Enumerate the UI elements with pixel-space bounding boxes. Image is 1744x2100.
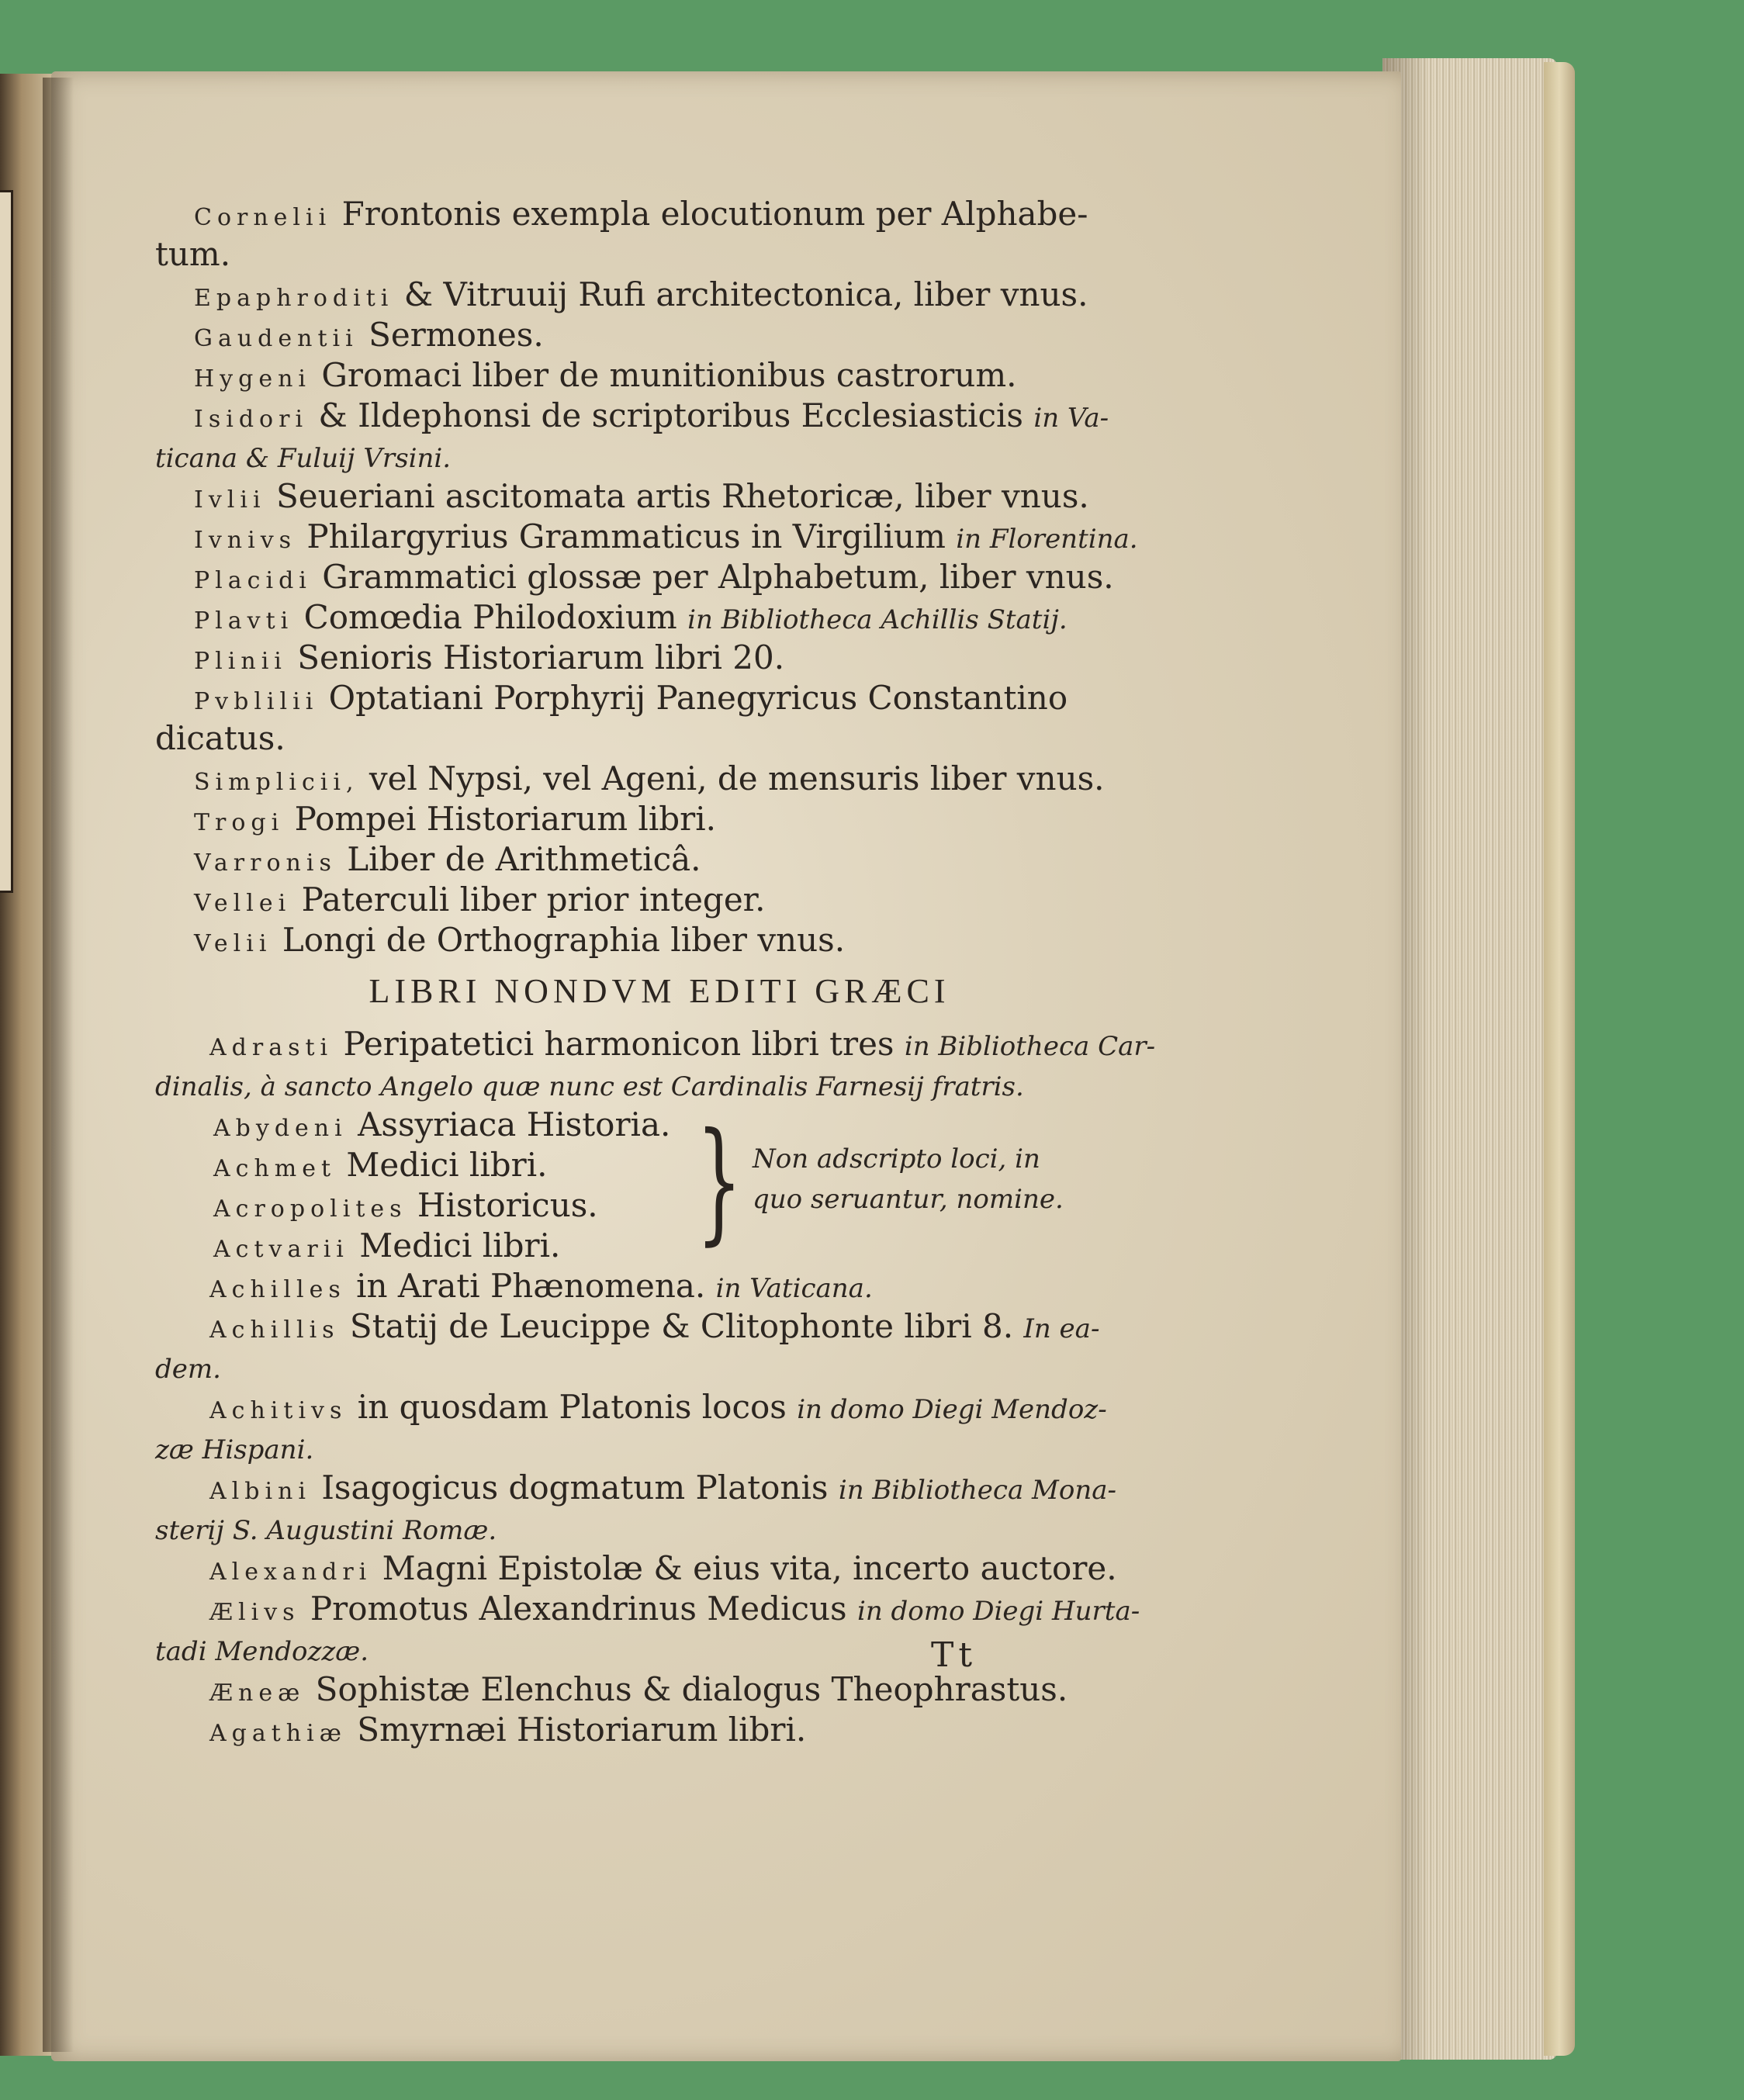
- page-block-edges: [1382, 58, 1557, 2060]
- catalog-entry: [155, 1589, 1164, 1629]
- catalog-entry: [155, 1064, 1164, 1105]
- location-note: dem.: [155, 1354, 221, 1385]
- entry-title: Sermones.: [369, 316, 544, 354]
- catalog-entry: [155, 1508, 1164, 1548]
- location-note: in Vaticana.: [715, 1273, 873, 1304]
- location-note: in Va-: [1033, 403, 1109, 434]
- catalog-entry: [213, 1145, 670, 1185]
- catalog-entry: [155, 880, 1164, 920]
- catalog-entry: [155, 839, 1164, 880]
- entry-title: Pompei Historiarum libri.: [294, 800, 717, 838]
- entry-title: Comœdia Philodoxium: [303, 598, 677, 636]
- catalog-entry: [213, 1185, 670, 1226]
- entry-title: Smyrnæi Historiarum libri.: [357, 1711, 807, 1749]
- group-items: [213, 1105, 670, 1266]
- entry-title: Statij de Leucippe & Clitophonte libri 8.: [349, 1307, 1014, 1345]
- catalog-entry: [155, 1306, 1164, 1347]
- author-name: Ivnivs: [194, 527, 297, 554]
- entry-title: vel Nypsi, vel Ageni, de mensuris liber vnus.: [369, 759, 1105, 797]
- catalog-entry: [155, 194, 1164, 234]
- author-name: Achmet: [213, 1155, 337, 1182]
- catalog-entry: [155, 396, 1164, 436]
- author-name: Isidori: [194, 406, 309, 433]
- author-name: Adrasti: [209, 1034, 334, 1061]
- catalog-entry: [155, 678, 1164, 718]
- author-name: Cornelii: [194, 204, 332, 231]
- location-note: in domo Diegi Mendoz-: [797, 1394, 1107, 1425]
- catalog-entry: [155, 1710, 1164, 1750]
- author-name: Albini: [209, 1478, 311, 1505]
- entry-group-braced: [155, 1105, 1164, 1266]
- author-name: Ælivs: [209, 1599, 300, 1626]
- entry-title: Frontonis exempla elocutionum per Alphabe-: [341, 195, 1088, 233]
- left-page-frame: [0, 190, 13, 893]
- entry-list-greek-b: [155, 1266, 1164, 1750]
- section-heading: LIBRI NONDVM EDITI GRÆCI: [369, 972, 950, 1010]
- entry-title: Isagogicus dogmatum Platonis: [321, 1469, 829, 1507]
- entry-title: in quosdam Platonis locos: [357, 1388, 787, 1426]
- author-name: Plinii: [194, 648, 287, 675]
- location-note: dinalis, à sancto Angelo quæ nunc est Cardinalis Farnesij fratris.: [155, 1071, 1024, 1102]
- author-name: Placidi: [194, 567, 312, 594]
- catalog-entry: [155, 1629, 1164, 1669]
- author-name: Simplicii,: [194, 769, 359, 796]
- entry-title: Gromaci liber de munitionibus castrorum.: [321, 356, 1017, 394]
- entry-list-greek-a: [155, 1024, 1164, 1105]
- catalog-entry: [155, 517, 1164, 557]
- entry-title: Seueriani ascitomata artis Rhetoricæ, liber vnus.: [275, 477, 1089, 515]
- entry-title: Longi de Orthographia liber vnus.: [282, 921, 846, 959]
- catalog-entry: [155, 638, 1164, 678]
- catalog-entry: [213, 1226, 670, 1266]
- location-note: tadi Mendozzæ.: [155, 1636, 369, 1667]
- entry-title: Paterculi liber prior integer.: [301, 880, 766, 919]
- location-note: in Bibliotheca Achillis Statij.: [687, 604, 1068, 635]
- entry-title: Grammatici glossæ per Alphabetum, liber vnus.: [322, 558, 1114, 596]
- location-note: zæ Hispani.: [155, 1434, 314, 1465]
- catalog-entry: [155, 1387, 1164, 1427]
- entry-title: Assyriaca Historia.: [358, 1105, 671, 1143]
- catalog-entry: [155, 234, 1164, 275]
- location-note: in Florentina.: [956, 524, 1138, 555]
- entry-title: dicatus.: [155, 719, 285, 757]
- author-name: Achilles: [209, 1276, 346, 1303]
- location-note: in Bibliotheca Mona-: [838, 1475, 1116, 1506]
- author-name: Vellei: [194, 890, 292, 917]
- catalog-entry: [155, 275, 1164, 315]
- entry-title: & Vitruuij Rufi architectonica, liber vnus.: [403, 275, 1088, 313]
- author-name: Plavti: [194, 607, 294, 635]
- brace-glyph: }: [696, 1105, 742, 1258]
- catalog-entry: [155, 1024, 1164, 1064]
- entry-title: in Arati Phænomena.: [356, 1267, 706, 1305]
- catalog-entry: [155, 315, 1164, 355]
- entry-title: Sophistæ Elenchus & dialogus Theophrastus.: [315, 1670, 1068, 1708]
- author-name: Actvarii: [213, 1236, 349, 1263]
- author-name: Varronis: [194, 849, 337, 877]
- page-text: [155, 194, 1164, 1750]
- catchword: Tt: [931, 1635, 978, 1675]
- catalog-entry: [155, 759, 1164, 799]
- entry-title: Medici libri.: [359, 1226, 561, 1264]
- catalog-entry: [155, 355, 1164, 396]
- author-name: Velii: [194, 930, 272, 957]
- spine-shadow: [43, 78, 74, 2052]
- author-name: Achitivs: [209, 1397, 348, 1424]
- entry-title: Peripatetici harmonicon libri tres: [343, 1025, 894, 1063]
- author-name: Achillis: [209, 1316, 340, 1344]
- author-name: Agathiæ: [209, 1720, 347, 1747]
- catalog-entry: [155, 1427, 1164, 1468]
- author-name: Pvblilii: [194, 688, 319, 715]
- catalog-entry: [155, 1266, 1164, 1306]
- catalog-entry: [155, 920, 1164, 960]
- author-name: Abydeni: [213, 1115, 348, 1142]
- location-note: ticana & Fuluij Vrsini.: [155, 443, 452, 474]
- group-note-line: quo seruantur, nomine.: [753, 1184, 1064, 1215]
- location-note: In ea-: [1023, 1313, 1100, 1344]
- author-name: Acropolites: [213, 1195, 407, 1223]
- entry-title: tum.: [155, 235, 231, 273]
- entry-title: & Ildephonsi de scriptoribus Ecclesiasticis: [318, 396, 1023, 434]
- catalog-entry: [155, 1347, 1164, 1387]
- entry-title: Philargyrius Grammaticus in Virgilium: [306, 517, 946, 555]
- catalog-entry: [155, 597, 1164, 638]
- book-cover-edge: [1544, 62, 1575, 2056]
- entry-title: Historicus.: [417, 1186, 598, 1224]
- catalog-entry: [213, 1105, 670, 1145]
- catalog-entry: [155, 1669, 1164, 1710]
- author-name: Epaphroditi: [194, 285, 394, 312]
- author-name: Æneæ: [209, 1680, 306, 1707]
- catalog-entry: [155, 436, 1164, 476]
- location-note: in Bibliotheca Car-: [904, 1031, 1156, 1062]
- entry-title: Magni Epistolæ & eius vita, incerto auctore.: [382, 1549, 1117, 1587]
- author-name: Trogi: [194, 809, 285, 836]
- group-note-line: Non adscripto loci, in: [753, 1143, 1040, 1175]
- catalog-entry: [155, 476, 1164, 517]
- entry-title: Promotus Alexandrinus Medicus: [310, 1590, 847, 1628]
- catalog-entry: [155, 799, 1164, 839]
- entry-title: Liber de Arithmeticâ.: [347, 840, 701, 878]
- catalog-entry: [155, 1468, 1164, 1508]
- entry-list-latin: [155, 194, 1164, 960]
- entry-title: Optatiani Porphyrij Panegyricus Constantino: [328, 679, 1068, 717]
- entry-title: Senioris Historiarum libri 20.: [297, 638, 785, 676]
- location-note: in domo Diegi Hurta-: [856, 1596, 1140, 1627]
- author-name: Gaudentii: [194, 325, 358, 352]
- author-name: Hygeni: [194, 365, 311, 393]
- author-name: Alexandri: [209, 1559, 372, 1586]
- entry-title: Medici libri.: [346, 1146, 548, 1184]
- catalog-entry: [155, 557, 1164, 597]
- location-note: sterij S. Augustini Romæ.: [155, 1515, 497, 1546]
- group-note: [753, 1139, 1064, 1220]
- author-name: Ivlii: [194, 486, 266, 514]
- catalog-entry: [155, 1548, 1164, 1589]
- catalog-entry: [155, 718, 1164, 759]
